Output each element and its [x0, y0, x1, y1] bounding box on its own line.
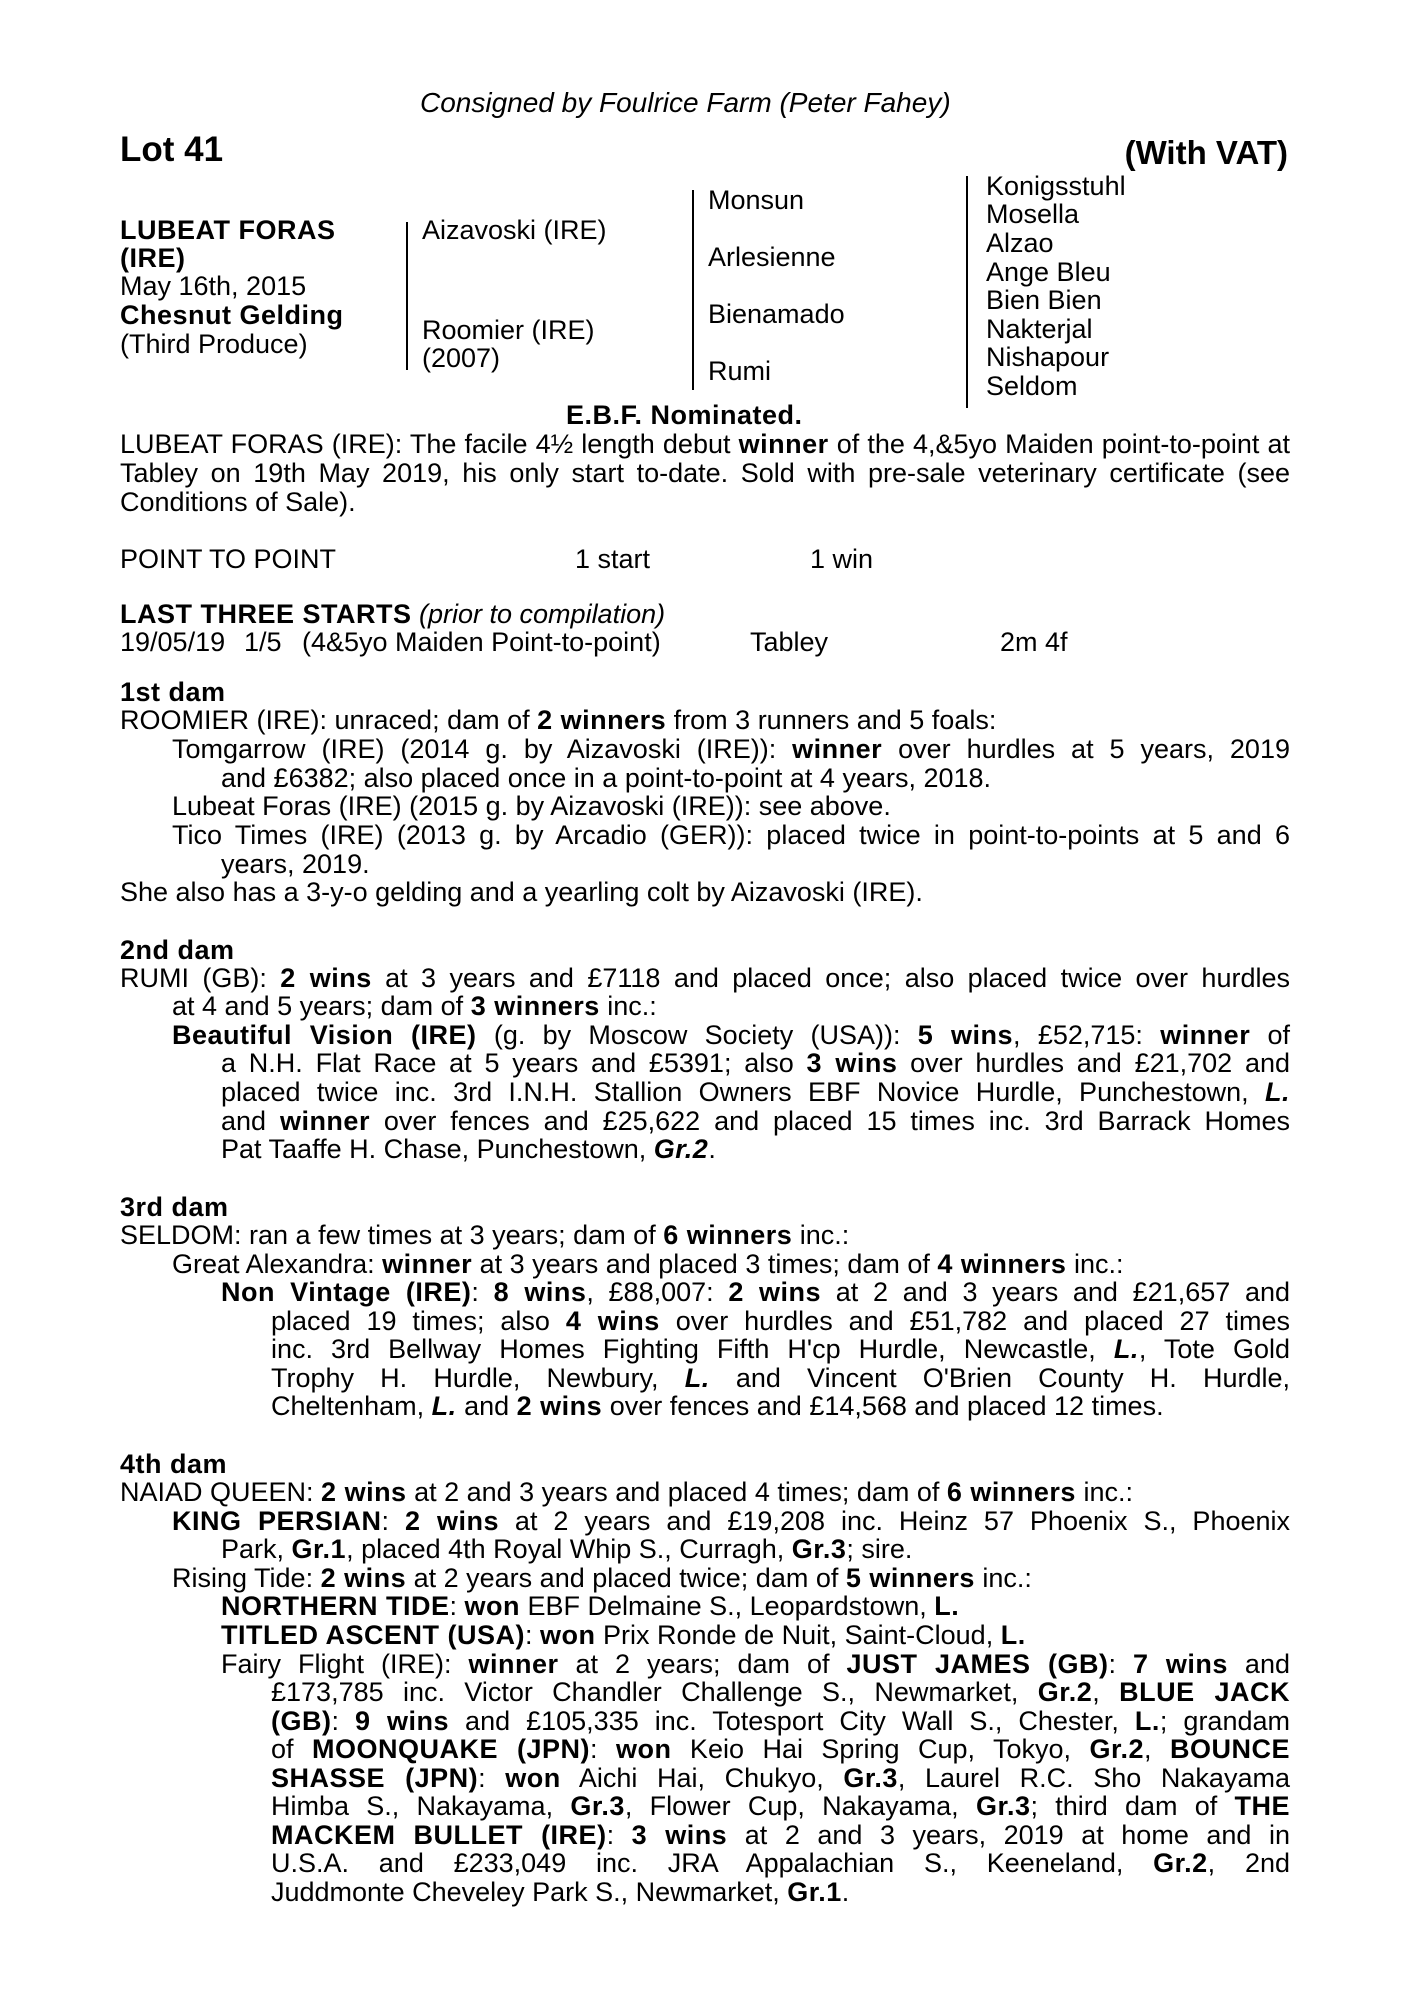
- produce-note: (Third Produce): [120, 329, 308, 359]
- dam2-line1: RUMI (GB): 2 wins at 3 years and £7118 and placed once; also placed twice over hurdles: [120, 963, 1290, 993]
- vat-status: (With VAT): [1124, 134, 1288, 171]
- dam3-heading: 3rd dam: [120, 1192, 229, 1222]
- pedigree-g2-6: Nishapour: [986, 342, 1110, 372]
- dam2-bv-line5: Pat Taaffe H. Chase, Punchestown, Gr.2.: [221, 1134, 716, 1164]
- dam4-heading: 4th dam: [120, 1449, 228, 1479]
- dam4-rt-line: Rising Tide: 2 wins at 2 years and placed twice; dam of 5 winners inc.:: [172, 1563, 1032, 1593]
- pedigree-g2-1: Mosella: [986, 199, 1080, 229]
- record-label: POINT TO POINT: [120, 544, 337, 574]
- dam4-ff-line3: (GB): 9 wins and £105,335 inc. Totesport City Wall S., Chester, L.; grandam: [271, 1706, 1290, 1736]
- pedigree-g1-2: Bienamado: [708, 299, 845, 329]
- consignor-line: Consigned by Foulrice Farm (Peter Fahey): [420, 87, 951, 118]
- dam4-kp-line2: Park, Gr.1, placed 4th Royal Whip S., Curragh, Gr.3; sire.: [221, 1534, 913, 1564]
- dam3-line1: SELDOM: ran a few times at 3 years; dam of 6 winners inc.:: [120, 1220, 850, 1250]
- dam: Roomier (IRE): [422, 315, 595, 345]
- sex-colour: Chesnut Gelding: [120, 300, 344, 330]
- dam-year: (2007): [422, 343, 501, 373]
- pedigree-divider-1: [406, 222, 408, 370]
- pedigree-divider-2: [692, 190, 694, 390]
- pedigree-g1-0: Monsun: [708, 185, 805, 215]
- pedigree-g2-7: Seldom: [986, 371, 1078, 401]
- dam4-northern-tide: NORTHERN TIDE: won EBF Delmaine S., Leopardstown, L.: [221, 1591, 960, 1621]
- pedigree-g2-0: Konigsstuhl: [986, 171, 1126, 201]
- dam1-also: She also has a 3-y-o gelding and a yearling colt by Aizavoski (IRE).: [120, 877, 923, 907]
- dam4-ff-line2: £173,785 inc. Victor Chandler Challenge S., Newmarket, Gr.2, BLUE JACK: [271, 1677, 1290, 1707]
- dam3-line2: Great Alexandra: winner at 3 years and placed 3 times; dam of 4 winners inc.:: [172, 1249, 1124, 1279]
- lot-number: Lot 41: [120, 130, 224, 169]
- last-three-heading: [120, 600, 665, 629]
- intro-paragraph: [120, 430, 1290, 517]
- pedigree-g2-2: Alzao: [986, 228, 1054, 258]
- pedigree-g2-3: Ange Bleu: [986, 257, 1111, 287]
- dam1-produce-tomgarrow: Tomgarrow (IRE) (2014 g. by Aizavoski (IRE)): winner over hurdles at 5 years, 2019: [172, 734, 1290, 764]
- sire: Aizavoski (IRE): [422, 215, 607, 245]
- pedigree-divider-3: [966, 176, 968, 408]
- dam4-ff-line1: Fairy Flight (IRE): winner at 2 years; dam of JUST JAMES (GB): 7 wins and: [221, 1649, 1290, 1679]
- dam1-produce-tico: Tico Times (IRE) (2013 g. by Arcadio (GER)): placed twice in point-to-points at 5 and 6: [172, 820, 1290, 850]
- intro-winner: winner: [738, 429, 829, 459]
- start-position: 1/5: [244, 627, 282, 657]
- dam2-bv-line3: placed twice inc. 3rd I.N.H. Stallion Owners EBF Novice Hurdle, Punchestown, L.: [221, 1077, 1290, 1107]
- horse-name-country: (IRE): [120, 243, 186, 273]
- dam4-ff-line4: of MOONQUAKE (JPN): won Keio Hai Spring Cup, Tokyo, Gr.2, BOUNCE: [271, 1734, 1291, 1764]
- dam4-ff-line5: SHASSE (JPN): won Aichi Hai, Chukyo, Gr.3, Laurel R.C. Sho Nakayama: [271, 1763, 1290, 1793]
- dam1-produce-tico-cont: years, 2019.: [221, 849, 370, 879]
- dam3-nv-line4: Trophy H. Hurdle, Newbury, L. and Vincent O'Brien County H. Hurdle,: [271, 1363, 1290, 1393]
- dam2-bv-line4: and winner over fences and £25,622 and placed 15 times inc. 3rd Barrack Homes: [221, 1106, 1290, 1136]
- dam1-line1: ROOMIER (IRE): unraced; dam of 2 winners from 3 runners and 5 foals:: [120, 705, 997, 735]
- foaling-date: May 16th, 2015: [120, 271, 307, 301]
- start-date: 19/05/19: [120, 627, 226, 657]
- record-wins: 1 win: [810, 544, 874, 574]
- dam2-bv-line2: a N.H. Flat Race at 5 years and £5391; also 3 wins over hurdles and £21,702 and: [221, 1048, 1291, 1078]
- last-three-note: (prior to compilation): [419, 599, 666, 629]
- dam4-ff-line7: MACKEM BULLET (IRE): 3 wins at 2 and 3 years, 2019 at home and in: [271, 1820, 1290, 1850]
- dam4-line1: NAIAD QUEEN: 2 wins at 2 and 3 years and placed 4 times; dam of 6 winners inc.:: [120, 1477, 1133, 1507]
- start-race: (4&5yo Maiden Point-to-point): [302, 627, 661, 657]
- dam3-nv-line2: placed 19 times; also 4 wins over hurdles and £51,782 and placed 27 times: [271, 1306, 1291, 1336]
- dam4-ff-line9: Juddmonte Cheveley Park S., Newmarket, Gr.1.: [271, 1877, 850, 1907]
- pedigree-g2-5: Nakterjal: [986, 314, 1093, 344]
- dam4-titled-ascent: TITLED ASCENT (USA): won Prix Ronde de Nuit, Saint-Cloud, L.: [221, 1620, 1026, 1650]
- dam2-bv-line1: Beautiful Vision (IRE) (g. by Moscow Society (USA)): 5 wins, £52,715: winner of: [172, 1020, 1290, 1050]
- ebf-nominated: E.B.F. Nominated.: [566, 400, 803, 430]
- dam3-nv-line5: Cheltenham, L. and 2 wins over fences and £14,568 and placed 12 times.: [271, 1391, 1164, 1421]
- record-starts: 1 start: [575, 544, 651, 574]
- start-course: Tabley: [750, 627, 829, 657]
- dam2-heading: 2nd dam: [120, 935, 235, 965]
- dam3-nv-line1: Non Vintage (IRE): 8 wins, £88,007: 2 wins at 2 and 3 years and £21,657 and: [221, 1277, 1290, 1307]
- dam1-produce-tomgarrow-cont: and £6382; also placed once in a point-to-point at 4 years, 2018.: [221, 763, 992, 793]
- intro-text: LUBEAT FORAS (IRE): The facile 4½ length debut: [120, 429, 739, 459]
- last-three-title: LAST THREE STARTS: [120, 599, 412, 629]
- dam4-ff-line6: Himba S., Nakayama, Gr.3, Flower Cup, Nakayama, Gr.3; third dam of THE: [271, 1791, 1291, 1821]
- horse-name: LUBEAT FORAS: [120, 215, 336, 245]
- pedigree-g2-4: Bien Bien: [986, 285, 1102, 315]
- start-distance: 2m 4f: [1000, 627, 1068, 657]
- dam4-kp-line1: KING PERSIAN: 2 wins at 2 years and £19,208 inc. Heinz 57 Phoenix S., Phoenix: [172, 1506, 1291, 1536]
- dam2-line2: at 4 and 5 years; dam of 3 winners inc.:: [172, 991, 657, 1021]
- pedigree-g1-3: Rumi: [708, 356, 772, 386]
- pedigree-g1-1: Arlesienne: [708, 242, 836, 272]
- dam1-produce-lubeat: Lubeat Foras (IRE) (2015 g. by Aizavoski (IRE)): see above.: [172, 791, 891, 821]
- dam3-nv-line3: inc. 3rd Bellway Homes Fighting Fifth H'cp Hurdle, Newcastle, L., Tote Gold: [271, 1334, 1290, 1364]
- dam4-ff-line8: U.S.A. and £233,049 inc. JRA Appalachian S., Keeneland, Gr.2, 2nd: [271, 1848, 1290, 1878]
- dam1-heading: 1st dam: [120, 677, 226, 707]
- intro-text-rest: of the 4,&5yo Maiden point-to-point at Tabley on 19th May 2019, his only start to-date. Sold with pre-sale veterinary certificate (see Conditions of Sale).: [120, 429, 1290, 517]
